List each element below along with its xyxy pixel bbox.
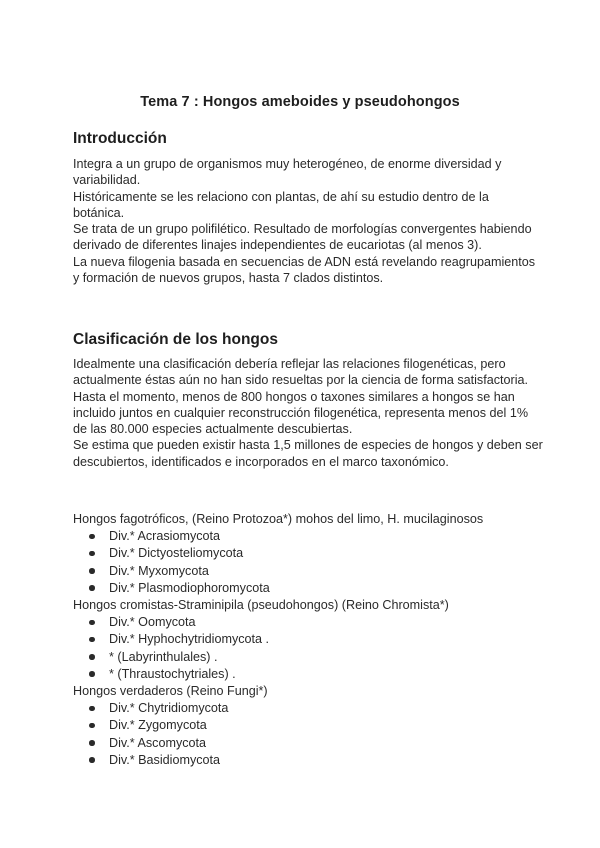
- bullet-icon: [89, 637, 95, 643]
- list-item: [73, 735, 543, 752]
- section-heading-clasificacion: Clasificación de los hongos: [73, 331, 278, 348]
- bullet-icon: [89, 568, 95, 574]
- list-item: [73, 614, 543, 631]
- paragraph: Hasta el momento, menos de 800 hongos o taxones similares a hongos se han incluido juntos en cualquier reconstrucción filogenética, representa menos del 1% de las 80.000 especies actualmente descubiertas.: [73, 389, 529, 437]
- list-item: [73, 666, 543, 683]
- list-item-label: Div.* Oomycota: [109, 615, 196, 630]
- list-item: [73, 700, 543, 717]
- list-item: [73, 631, 543, 648]
- bullet-icon: [89, 585, 95, 591]
- list-item: [73, 752, 543, 769]
- group-title: Hongos cromistas-Straminipila (pseudohongos) (Reino Chromista*): [73, 598, 449, 613]
- bullet-icon: [89, 534, 95, 540]
- paragraph: Integra a un grupo de organismos muy heterogéneo, de enorme diversidad y variabilidad.: [73, 157, 502, 188]
- group-list: [73, 528, 543, 597]
- section-heading-introduccion: Introducción: [73, 130, 167, 147]
- list-item-label: Div.* Ascomycota: [109, 735, 207, 750]
- bullet-icon: [89, 740, 95, 746]
- list-item-label: * (Labyrinthulales) .: [109, 649, 218, 664]
- group-list: [73, 700, 543, 769]
- list-item: [73, 649, 543, 666]
- paragraph: Idealmente una clasificación debería reflejar las relaciones filogenéticas, pero actualmente éstas aún no han sido resueltas por la ciencia de forma satisfactoria.: [73, 357, 529, 388]
- intro-text: [73, 156, 543, 286]
- bullet-icon: [89, 551, 95, 557]
- paragraph: Se trata de un grupo polifilético. Resultado de morfologías convergentes habiendo derivado de diferentes linajes independientes de eucariotas (al menos 3).: [73, 222, 532, 253]
- list-item: [73, 717, 543, 734]
- list-item-label: Div.* Chytridiomycota: [109, 701, 229, 716]
- list-item: [73, 563, 543, 580]
- fungi-groups: [73, 511, 543, 769]
- group-list: [73, 614, 543, 683]
- bullet-icon: [89, 757, 95, 763]
- classification-text: [73, 356, 543, 470]
- bullet-icon: [89, 654, 95, 660]
- paragraph: Se estima que pueden existir hasta 1,5 millones de especies de hongos y deben ser descubiertos, identificados e incorporados en el marco taxonómico.: [73, 438, 543, 469]
- paragraph: Históricamente se les relaciono con plantas, de ahí su estudio dentro de la botánica.: [73, 189, 489, 220]
- list-item-label: Div.* Plasmodiophoromycota: [109, 580, 270, 595]
- list-item-label: Div.* Dictyosteliomycota: [109, 546, 244, 561]
- document-title: Tema 7 : Hongos ameboides y pseudohongos: [140, 94, 460, 110]
- list-item-label: * (Thraustochytriales) .: [109, 666, 236, 681]
- list-item: [73, 528, 543, 545]
- group-title: Hongos verdaderos (Reino Fungi*): [73, 684, 268, 699]
- bullet-icon: [89, 723, 95, 729]
- list-item-label: Div.* Acrasiomycota: [109, 529, 221, 544]
- list-item-label: Div.* Basidiomycota: [109, 752, 221, 767]
- list-item-label: Div.* Hyphochytridiomycota .: [109, 632, 270, 647]
- paragraph: La nueva filogenia basada en secuencias de ADN está revelando reagrupamientos y formación de nuevos grupos, hasta 7 clados distintos.: [73, 254, 536, 286]
- list-item: [73, 580, 543, 597]
- list-item: [73, 545, 543, 562]
- bullet-icon: [89, 706, 95, 712]
- group-title: Hongos fagotróficos, (Reino Protozoa*) mohos del limo, H. mucilaginosos: [73, 512, 484, 526]
- list-item-label: Div.* Zygomycota: [109, 718, 207, 733]
- list-item-label: Div.* Myxomycota: [109, 563, 209, 578]
- bullet-icon: [89, 620, 95, 626]
- bullet-icon: [89, 671, 95, 677]
